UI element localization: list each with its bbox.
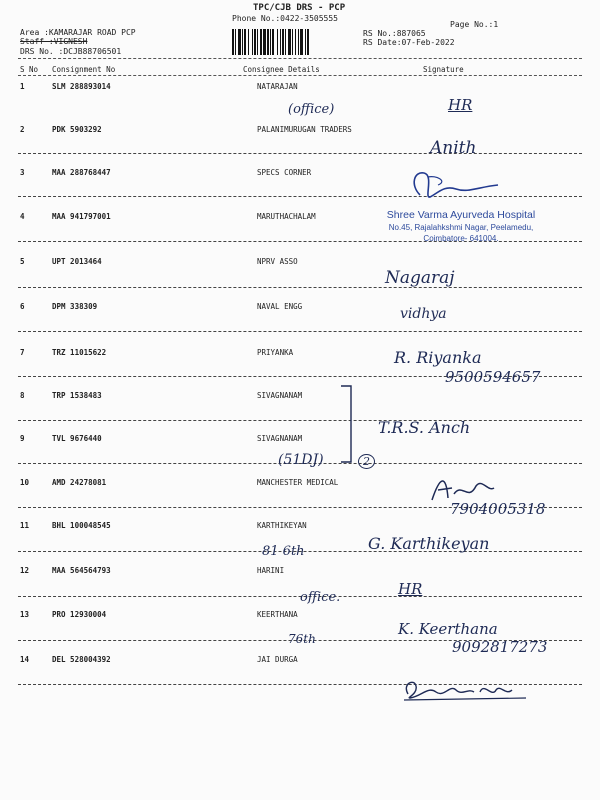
handwritten-phone: 9092817273: [452, 638, 548, 656]
row-consignee: HARINI: [257, 566, 285, 575]
row-sno: 1: [20, 82, 25, 91]
row-consignment: MAA 941797001: [52, 212, 111, 221]
signature-scribble: [408, 165, 503, 205]
row-sno: 5: [20, 257, 25, 266]
row-consignment: PRO 12930004: [52, 610, 107, 619]
row-consignment: UPT 2013464: [52, 257, 102, 266]
row-sno: 4: [20, 212, 25, 221]
handwritten-signature: Nagaraj: [385, 268, 455, 288]
row-consignee: KARTHIKEYAN: [257, 521, 307, 530]
row-consignee: KEERTHANA: [257, 610, 298, 619]
handwritten-note: office.: [300, 590, 341, 605]
handwritten-name: G. Karthikeyan: [368, 534, 490, 553]
col-header-consignment: Consignment No: [52, 65, 116, 74]
handwritten-signature: HR: [448, 96, 473, 114]
rs-number: RS No.:887065: [363, 29, 426, 38]
row-consignment: MAA 564564793: [52, 566, 111, 575]
row-consignment: SLM 288893014: [52, 82, 111, 91]
stamp-city: Coimbatore- 641004.: [423, 234, 499, 243]
handwritten-note: 81 6th: [262, 544, 305, 559]
row-sno: 13: [20, 610, 30, 619]
row-separator: [18, 153, 582, 154]
row-consignee: SPECS CORNER: [257, 168, 312, 177]
row-consignment: TRP 1538483: [52, 391, 102, 400]
handwritten-signature: Anith: [430, 138, 477, 158]
row-consignment: TVL 9676440: [52, 434, 102, 443]
hospital-stamp: [386, 209, 536, 244]
row-sno: 12: [20, 566, 30, 575]
stamp-hospital-name: Shree Varma Ayurveda Hospital: [386, 209, 536, 221]
row-consignee: NAVAL ENGG: [257, 302, 303, 311]
row-separator: [18, 420, 582, 421]
stamp-address: No.45, Rajalahkshmi Nagar, Peelamedu,: [388, 223, 534, 232]
phone-number: Phone No.:0422-3505555: [232, 14, 338, 23]
row-consignment: DEL 528004392: [52, 655, 111, 664]
bracket-mark: [340, 384, 354, 466]
handwritten-name: R. Riyanka: [394, 348, 482, 367]
handwritten-note: (office): [288, 102, 335, 117]
handwritten-note: (51DJ): [278, 452, 324, 468]
handwritten-phone: 7904005318: [450, 500, 546, 518]
area-field: Area :KAMARAJAR ROAD PCP: [20, 28, 136, 37]
drs-number: DRS No. :DCJB88706501: [20, 47, 122, 56]
row-consignee: MANCHESTER MEDICAL: [257, 478, 339, 487]
row-sno: 3: [20, 168, 25, 177]
row-consignee: MARUTHACHALAM: [257, 212, 316, 221]
handwritten-signature: HR: [398, 580, 423, 598]
row-sno: 7: [20, 348, 25, 357]
handwritten-note: 76th: [288, 632, 316, 646]
row-sno: 14: [20, 655, 30, 664]
handwritten-signature: vidhya: [400, 306, 447, 322]
handwritten-phone: 9500594657: [445, 368, 541, 386]
page-number: Page No.:1: [450, 20, 499, 29]
row-consignment: AMD 24278081: [52, 478, 107, 487]
row-consignee: NATARAJAN: [257, 82, 298, 91]
row-sno: 9: [20, 434, 25, 443]
rs-date: RS Date:07-Feb-2022: [363, 38, 455, 47]
row-separator: [18, 331, 582, 332]
col-header-sno: S No: [20, 65, 39, 74]
row-consignee: NPRV ASSO: [257, 257, 298, 266]
row-consignment: DPM 338309: [52, 302, 98, 311]
row-consignment: PDK 5903292: [52, 125, 102, 134]
header-rule-top: [18, 58, 582, 59]
row-consignee: SIVAGNANAM: [257, 391, 303, 400]
row-sno: 8: [20, 391, 25, 400]
row-sno: 11: [20, 521, 30, 530]
handwritten-count: 2: [358, 454, 375, 469]
signature-scribble: [400, 676, 530, 702]
row-consignee: PRIYANKA: [257, 348, 294, 357]
row-sno: 2: [20, 125, 25, 134]
row-consignment: BHL 100048545: [52, 521, 111, 530]
row-separator: [18, 287, 582, 288]
col-header-consignee: Consignee Details: [243, 65, 320, 74]
header-rule-bottom: [18, 75, 582, 76]
handwritten-signature: T.R.S. Anch: [378, 418, 471, 437]
row-consignee: PALANIMURUGAN TRADERS: [257, 125, 352, 134]
col-header-signature: Signature: [423, 65, 464, 74]
row-consignee: SIVAGNANAM: [257, 434, 303, 443]
staff-field: Staff :VIGNESH: [20, 37, 88, 46]
row-consignee: JAI DURGA: [257, 655, 298, 664]
document-title: TPC/CJB DRS - PCP: [253, 3, 346, 13]
row-consignment: TRZ 11015622: [52, 348, 107, 357]
row-sno: 10: [20, 478, 30, 487]
barcode-image: [231, 29, 353, 55]
handwritten-name: K. Keerthana: [398, 620, 498, 638]
row-consignment: MAA 288768447: [52, 168, 111, 177]
row-sno: 6: [20, 302, 25, 311]
